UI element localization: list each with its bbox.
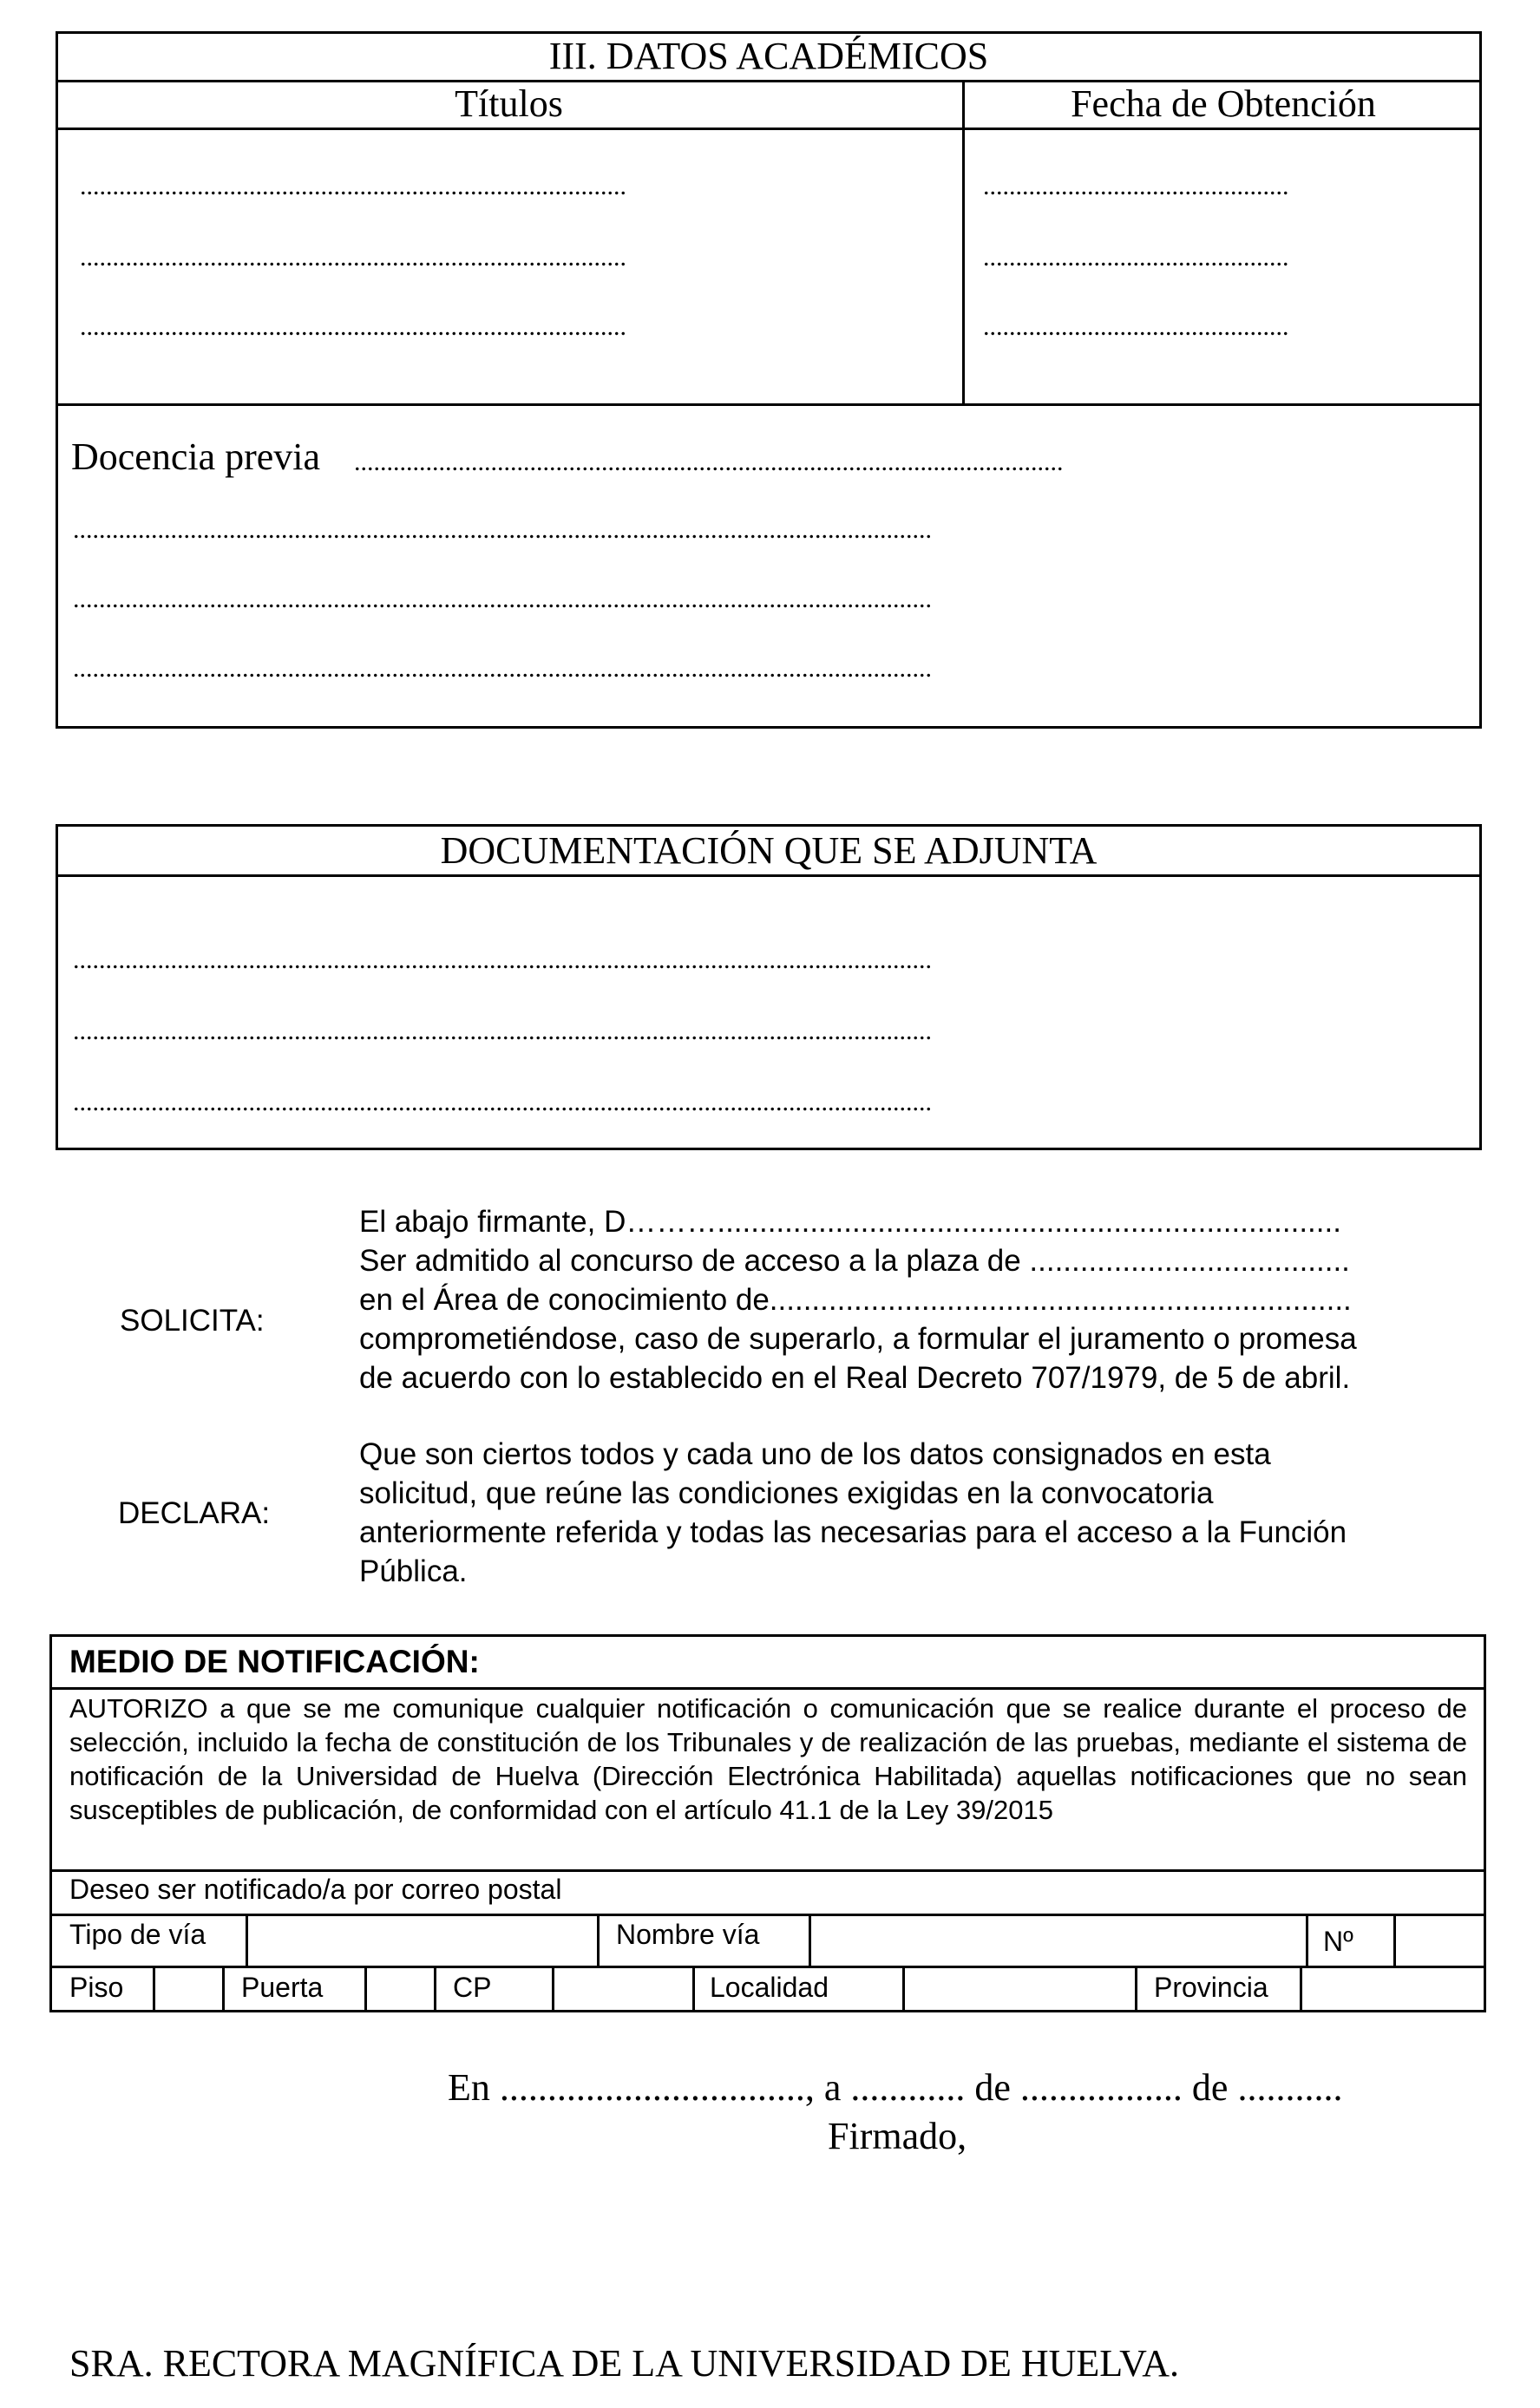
notification-title: MEDIO DE NOTIFICACIÓN:	[69, 1644, 480, 1679]
cell-divider	[1135, 1966, 1137, 2012]
authorize-text: AUTORIZO a que se me comunique cualquier notificación o comunicación que se realice durante el proceso de selección, incluido la fecha de constitución de los Tribunales y de realización de las pruebas, mediante el sistema de notificación de la Universidad de Huelva (Dirección Electrónica Habilitada) aquellas notificaciones que no sean susceptibles de publicación, de conformidad con el artículo 41.1 de la Ley 39/2015	[69, 1693, 1467, 1825]
declara-line-3: anteriormente referida y todas las necesarias para el acceso a la Función	[359, 1515, 1347, 1549]
cell-divider	[1306, 1914, 1308, 1966]
solicita-line-3: en el Área de conocimiento de.....................................................................	[359, 1283, 1352, 1317]
cell-divider	[692, 1966, 695, 2012]
province-label: Provincia	[1154, 1972, 1268, 2003]
teaching-line-3[interactable]: ....................................................................................................................................	[73, 654, 932, 683]
title-line-2[interactable]: ....................................................................................	[80, 243, 626, 272]
number-label: Nº	[1323, 1926, 1353, 1957]
solicita-text	[359, 1202, 1357, 1397]
academic-teaching-divider	[56, 403, 1482, 406]
floor-field[interactable]	[155, 1968, 222, 2012]
teaching-line-1[interactable]: ....................................................................................................................................	[73, 515, 932, 544]
street-type-label: Tipo de vía	[69, 1919, 206, 1950]
date-line-1[interactable]: ...............................................	[983, 172, 1289, 200]
door-label: Puerta	[241, 1972, 324, 2003]
academic-column-divider	[962, 80, 965, 405]
title-line-3[interactable]: ....................................................................................	[80, 312, 626, 341]
documentation-line-3[interactable]: ....................................................................................................................................	[73, 1088, 932, 1116]
date-column-header: Fecha de Obtención	[1071, 82, 1376, 125]
street-name-label: Nombre vía	[616, 1919, 760, 1950]
declara-label: DECLARA:	[118, 1496, 271, 1530]
academic-header-divider	[56, 128, 1482, 130]
solicita-line-4: comprometiéndose, caso de superarlo, a formular el juramento o promesa	[359, 1322, 1357, 1356]
address-row-divider	[49, 1966, 1486, 1968]
street-name-field[interactable]	[811, 1916, 1306, 1965]
cell-divider	[222, 1966, 225, 2012]
titles-column-header: Títulos	[455, 82, 563, 125]
documentation-line-1[interactable]: ....................................................................................................................................	[73, 946, 932, 974]
number-field[interactable]	[1396, 1916, 1483, 1965]
cell-divider	[597, 1914, 600, 1966]
province-field[interactable]	[1302, 1968, 1483, 2012]
date-line-3[interactable]: ...............................................	[983, 312, 1289, 341]
declara-line-4: Pública.	[359, 1554, 468, 1588]
authorize-divider	[49, 1869, 1486, 1872]
solicita-line-1: El abajo firmante, D………..........................................................................	[359, 1205, 1341, 1239]
documentation-title-divider	[56, 874, 1482, 877]
teaching-line-2[interactable]: ....................................................................................................................................	[73, 585, 932, 613]
cell-divider	[434, 1966, 436, 2012]
solicita-line-2: Ser admitido al concurso de acceso a la plaza de ......................................	[359, 1244, 1350, 1278]
postal-notification-label: Deseo ser notificado/a por correo postal	[69, 1874, 562, 1905]
place-date-line[interactable]: En ................................, a ............ de ................. de ...........	[448, 2066, 1343, 2109]
postal-code-field[interactable]	[554, 1968, 692, 2012]
date-line-2[interactable]: ...............................................	[983, 243, 1289, 272]
documentation-title: DOCUMENTACIÓN QUE SE ADJUNTA	[440, 829, 1098, 872]
street-type-field[interactable]	[248, 1916, 597, 1965]
notification-title-divider	[49, 1687, 1486, 1690]
declara-line-2: solicitud, que reúne las condiciones exigidas en la convocatoria	[359, 1476, 1214, 1510]
declara-line-1: Que son ciertos todos y cada uno de los datos consignados en esta	[359, 1437, 1271, 1471]
academic-section-title: III. DATOS ACADÉMICOS	[548, 35, 989, 77]
locality-field[interactable]	[905, 1968, 1135, 2012]
solicita-label: SOLICITA:	[120, 1304, 265, 1338]
addressee: SRA. RECTORA MAGNÍFICA DE LA UNIVERSIDAD DE HUELVA.	[69, 2342, 1179, 2385]
documentation-line-2[interactable]: ....................................................................................................................................	[73, 1017, 932, 1045]
solicita-line-5: de acuerdo con lo establecido en el Real Decreto 707/1979, de 5 de abril.	[359, 1361, 1351, 1395]
title-line-1[interactable]: ....................................................................................	[80, 172, 626, 200]
declara-text	[359, 1435, 1347, 1591]
locality-label: Localidad	[710, 1972, 829, 2003]
teaching-first-dots[interactable]: .............................................................................................................	[354, 448, 1064, 476]
signed-label: Firmado,	[828, 2115, 967, 2157]
academic-data-section	[56, 31, 1482, 729]
floor-label: Piso	[69, 1972, 124, 2003]
postal-code-label: CP	[453, 1972, 492, 2003]
teaching-label: Docencia previa	[71, 435, 321, 478]
door-field[interactable]	[367, 1968, 434, 2012]
